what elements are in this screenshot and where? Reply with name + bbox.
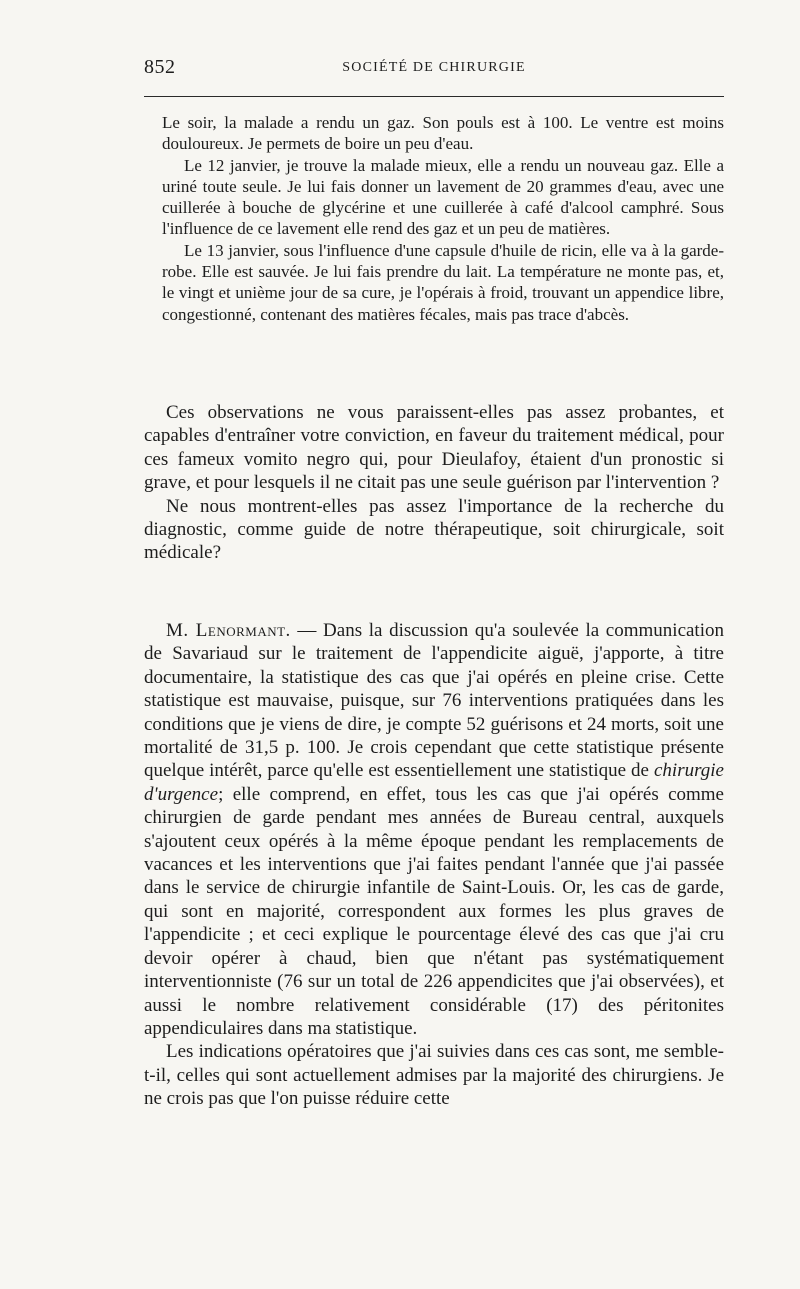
header-rule bbox=[144, 96, 724, 97]
italic-term: chirurgie d'urgence bbox=[144, 760, 724, 805]
observation-paragraph: Le 13 janvier, sous l'influence d'une capsule d'huile de ricin, elle va à la garde-robe. Elle est sauvée. Je lui fais prendre du lait. La température ne monte pas, et, le vingt et unième jour de sa cure, je l'opérais à froid, trouvant un appendice libre, congestionné, contenant des matières fécales, mais pas trace d'abcès. bbox=[162, 240, 724, 324]
lenormant-text-part1: — Dans la discussion qu'a soulevée la communication de Savariaud sur le traitement de l'appendicite aiguë, j'apporte, à titre documentaire, la statistique des cas que j'ai opérés en pleine crise. Cette statistique est mauvaise, puisque, sur 76 interventions pratiquées dans les conditions que je viens de dire, je compte 52 guérisons et 24 morts, soit une mortalité de 31,5 p. 100. Je crois cependant que cette statistique présente quelque intérêt, parce qu'elle est essentiellement une statistique de bbox=[144, 620, 724, 782]
running-title: SOCIÉTÉ DE CHIRURGIE bbox=[342, 60, 526, 75]
observation-block bbox=[162, 112, 724, 325]
speaker-name: M. Lenormant. bbox=[166, 620, 291, 641]
conclusion-block bbox=[144, 401, 724, 565]
lenormant-paragraph bbox=[144, 619, 724, 1040]
lenormant-block bbox=[144, 619, 724, 1111]
lenormant-text-part2: ; elle comprend, en effet, tous les cas que j'ai opérés comme chirurgien de garde pendant mes années de Bureau central, auxquels s'ajoutent ceux opérés à la même époque pendant les remplacements de vacances et les interventions que j'ai faites pendant l'année que j'ai passée dans le service de chirurgie infantile de Saint-Louis. Or, les cas de garde, qui sont en majorité, correspondent aux formes les plus graves de l'appendicite ; et ceci explique le pourcentage élevé des cas que j'ai cru devoir opérer à chaud, bien que n'étant pas systématiquement interventionniste (76 sur un total de 226 appendicites que j'ai observées), et aussi le nombre relativement considérable (17) des péritonites appendiculaires dans ma statistique. bbox=[144, 783, 724, 1039]
conclusion-paragraph: Ne nous montrent-elles pas assez l'importance de la recherche du diagnostic, comme guide de notre thérapeutique, soit chirurgicale, soit médicale? bbox=[144, 495, 724, 564]
page-header bbox=[144, 56, 724, 84]
page-number: 852 bbox=[144, 56, 176, 78]
conclusion-paragraph: Ces observations ne vous paraissent-elles pas assez probantes, et capables d'entraîner votre conviction, en faveur du traitement médical, pour ces fameux vomito negro qui, pour Dieulafoy, étaient d'un pronostic si grave, et pour lesquels il ne citait pas une seule guérison par l'intervention ? bbox=[144, 402, 724, 494]
observation-paragraph: Le soir, la malade a rendu un gaz. Son pouls est à 100. Le ventre est moins douloureux. Je permets de boire un peu d'eau. bbox=[162, 113, 724, 154]
lenormant-last-paragraph: Les indications opératoires que j'ai suivies dans ces cas sont, me semble-t-il, celles qui sont actuellement admises par la majorité des chirurgiens. Je ne crois pas que l'on puisse réduire cette bbox=[144, 1041, 724, 1110]
observation-paragraph: Le 12 janvier, je trouve la malade mieux, elle a rendu un nouveau gaz. Elle a uriné toute seule. Je lui fais donner un lavement de 20 grammes d'eau, avec une cuillerée à bouche de glycérine et une cuillerée à café d'alcool camphré. Sous l'influence de ce lavement elle rend des gaz et un peu de matières. bbox=[162, 155, 724, 239]
